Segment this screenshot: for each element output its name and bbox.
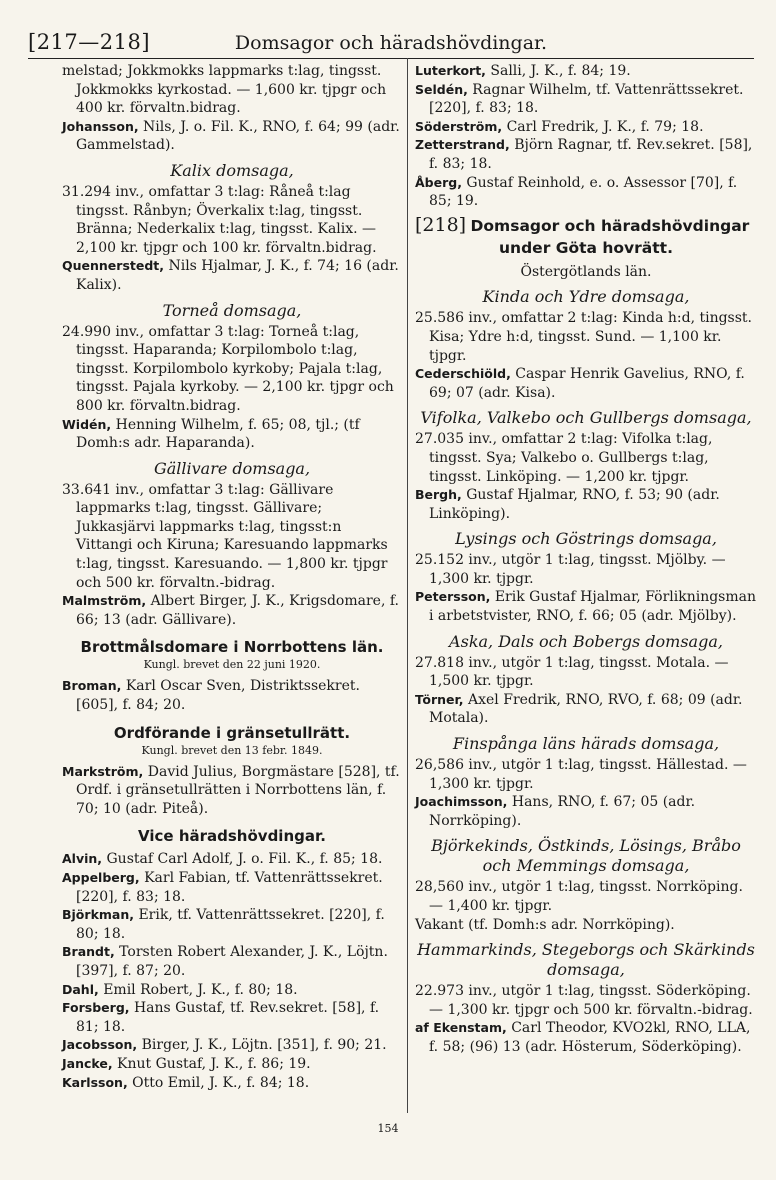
person-details: Torsten Robert Alexander, J. K., Löjtn. [397], f. 87; 20. bbox=[76, 944, 388, 979]
person-name: Joachimsson, bbox=[415, 794, 508, 810]
entry-cederschiold bbox=[415, 365, 757, 402]
person-name: Broman, bbox=[62, 678, 122, 694]
left-column bbox=[62, 62, 402, 1092]
entry-zetterstrand bbox=[415, 136, 757, 173]
entry-soderstrom bbox=[415, 118, 757, 137]
person-details: Hans Gustaf, tf. Rev.sekret. [58], f. 81; 18. bbox=[76, 1000, 380, 1035]
court-bjorkekinds-line-2: och Memmings domsaga, bbox=[482, 856, 690, 876]
person-details: Karl Fabian, tf. Vattenrättssekret. [220], f. 83; 18. bbox=[76, 870, 383, 905]
person-details: Karl Oscar Sven, Distriktssekret. [605], f. 84; 20. bbox=[76, 678, 360, 714]
court-bjorkekinds-desc: 28,560 inv., utgör 1 t:lag, tingsst. Norrköping. — 1,400 kr. tjpgr. bbox=[415, 879, 743, 914]
court-hammarkinds-line-2: domsaga, bbox=[547, 960, 625, 980]
heading-ordforande: Ordförande i gränsetullrätt. bbox=[113, 723, 351, 742]
entry-markstrom bbox=[62, 763, 402, 819]
page-header bbox=[28, 28, 754, 59]
entry-vakant: Vakant (tf. Domh:s adr. Norrköping). bbox=[415, 916, 675, 933]
person-name: Luterkort, bbox=[415, 63, 486, 78]
person-name: Söderström, bbox=[415, 118, 503, 134]
court-kinda-desc: 25.586 inv., omfattar 2 t:lag: Kinda h:d, tingsst. Kisa; Ydre h:d, tingsst. Sund. — 1,100 kr. tjpgr. bbox=[415, 310, 752, 364]
court-gallivare: Gällivare domsaga, bbox=[153, 458, 311, 478]
entry-karlsson bbox=[62, 1074, 402, 1093]
entry-widen bbox=[62, 416, 402, 453]
court-hammarkinds-line-1: Hammarkinds, Stegeborgs och Skärkinds bbox=[417, 940, 755, 960]
court-kalix-desc: 31.294 inv., omfattar 3 t:lag: Råneå t:lag tingsst. Rånbyn; Överkalix t:lag, tingsst. Bränna; Nederkalix t:lag, tingsst. Kalix. — 2,100 kr. tjpgr och 100 kr. förvaltn.bidrag. bbox=[62, 183, 377, 256]
person-name: Widén, bbox=[62, 416, 112, 432]
column-divider bbox=[407, 58, 408, 1113]
person-details: Carl Theodor, KVO2kl, RNO, LLA, f. 58; (96) 13 (adr. Hösterum, Söderköping). bbox=[429, 1020, 751, 1055]
court-bjorkekinds bbox=[415, 836, 757, 876]
entry-petersson bbox=[415, 588, 757, 625]
court-kinda: Kinda och Ydre domsaga, bbox=[482, 287, 690, 307]
entry-bjorkman bbox=[62, 906, 402, 943]
court-kalix: Kalix domsaga, bbox=[170, 160, 294, 180]
person-details: Birger, J. K., Löjtn. [351], f. 90; 21. bbox=[137, 1037, 387, 1054]
entry-selden bbox=[415, 81, 757, 118]
person-name: Malmström, bbox=[62, 593, 147, 609]
page-title: Domsagor och häradshövdingar. bbox=[234, 32, 548, 54]
entry-appelberg bbox=[62, 869, 402, 906]
person-details: Erik Gustaf Hjalmar, Förlikningsman i arbetstvister, RNO, f. 66; 05 (adr. Mjölby). bbox=[429, 589, 756, 625]
entry-aberg bbox=[415, 174, 757, 211]
person-name: Karlsson, bbox=[62, 1074, 128, 1090]
court-finspanga: Finspånga läns härads domsaga, bbox=[452, 734, 720, 754]
entry-malmstrom bbox=[62, 592, 402, 629]
person-name: Bergh, bbox=[415, 487, 462, 503]
court-vifolka-desc: 27.035 inv., omfattar 2 t:lag: Vifolka t:lag, tingsst. Sya; Valkebo o. Gullbergs t:lag, tingsst. Linköping. — 1,200 kr. tjpgr. bbox=[415, 431, 713, 485]
entry-bergh bbox=[415, 486, 757, 523]
entry-dahl bbox=[62, 981, 402, 1000]
person-details: Hans, RNO, f. 67; 05 (adr. Norrköping). bbox=[429, 794, 696, 829]
note-brottmalsdomare: Kungl. brevet den 22 juni 1920. bbox=[143, 658, 321, 672]
person-details: Knut Gustaf, J. K., f. 86; 19. bbox=[112, 1055, 311, 1072]
entry-ekenstam bbox=[415, 1019, 757, 1056]
court-bjorkekinds-line-1: Björkekinds, Östkinds, Lösings, Bråbo bbox=[431, 836, 741, 856]
person-name: Dahl, bbox=[62, 981, 99, 997]
entry-jancke bbox=[62, 1055, 402, 1074]
entry-forsberg bbox=[62, 999, 402, 1036]
court-finspanga-desc: 26,586 inv., utgör 1 t:lag, tingsst. Hällestad. — 1,300 kr. tjpgr. bbox=[415, 757, 747, 792]
entry-torner bbox=[415, 691, 757, 728]
note-ordforande: Kungl. brevet den 13 febr. 1849. bbox=[141, 743, 323, 757]
person-details: Albert Birger, J. K., Krigsdomare, f. 66; 13 (adr. Gällivare). bbox=[76, 593, 399, 628]
person-name: Markström, bbox=[62, 763, 144, 779]
person-name: Petersson, bbox=[415, 589, 491, 605]
section-title-line-1: Domsagor och häradshövdingar bbox=[470, 216, 750, 235]
court-tornea-desc: 24.990 inv., omfattar 3 t:lag: Torneå t:lag, tingsst. Haparanda; Korpilombolo t:lag, tingsst. Korpilombolo kyrkoby; Pajala t:lag, tingsst. Pajala kyrkoby. — 2,100 kr. tjpgr och 800 kr. förvaltn.bidrag. bbox=[62, 323, 394, 414]
court-aska: Aska, Dals och Bobergs domsaga, bbox=[449, 631, 723, 651]
person-details: Gustaf Reinhold, e. o. Assessor [70], f. 85; 19. bbox=[429, 174, 738, 210]
right-column bbox=[415, 62, 757, 1057]
person-name: Forsberg, bbox=[62, 1000, 130, 1016]
court-hammarkinds bbox=[415, 940, 757, 980]
heading-brottmalsdomare: Brottmålsdomare i Norrbottens län. bbox=[80, 638, 384, 657]
person-name: Quennerstedt, bbox=[62, 258, 165, 274]
court-lysings-desc: 25.152 inv., utgör 1 t:lag, tingsst. Mjölby. — 1,300 kr. tjpgr. bbox=[415, 552, 726, 587]
person-name: Zetterstrand, bbox=[415, 137, 510, 153]
person-name: Cederschiöld, bbox=[415, 366, 511, 382]
entry-luterkort bbox=[415, 62, 757, 81]
court-tornea: Torneå domsaga, bbox=[162, 300, 302, 320]
person-details: Henning Wilhelm, f. 65; 08, tjl.; (tf Domh:s adr. Haparanda). bbox=[76, 416, 360, 452]
person-details: Erik, tf. Vattenrättssekret. [220], f. 80; 18. bbox=[76, 907, 385, 942]
person-details: Ragnar Wilhelm, tf. Vattenrättssekret. [220], f. 83; 18. bbox=[429, 81, 744, 117]
entry-joachimsson bbox=[415, 793, 757, 830]
person-details: Otto Emil, J. K., f. 84; 18. bbox=[127, 1074, 310, 1091]
entry-johansson bbox=[62, 118, 402, 155]
person-details: Nils, J. o. Fil. K., RNO, f. 64; 99 (adr. Gammelstad). bbox=[76, 118, 400, 154]
person-name: Törner, bbox=[415, 691, 464, 707]
person-details: Caspar Henrik Gavelius, RNO, f. 69; 07 (adr. Kisa). bbox=[429, 366, 745, 401]
court-gallivare-desc: 33.641 inv., omfattar 3 t:lag: Gällivare lappmarks t:lag, tingsst. Gällivare; Jukkasjärvi lappmarks t:lag, tingsst:n Vittangi och Kiruna; Karesuando lappmarks t:lag, tingsst. Karesuando. — 1,800 kr. tjpgr och 500 kr. förvaltn.-bidrag. bbox=[62, 481, 388, 591]
person-name: Björkman, bbox=[62, 907, 134, 923]
entry-alvin bbox=[62, 850, 402, 869]
person-name: Jancke, bbox=[62, 1055, 113, 1071]
person-details: Emil Robert, J. K., f. 80; 18. bbox=[98, 981, 298, 998]
person-details: Gustaf Carl Adolf, J. o. Fil. K., f. 85; 18. bbox=[102, 851, 383, 868]
section-heading-218 bbox=[415, 215, 757, 259]
person-details: Nils Hjalmar, J. K., f. 74; 16 (adr. Kalix). bbox=[76, 258, 399, 293]
person-details: David Julius, Borgmästare [528], tf. Ordf. i gränsetullrätten i Norrbottens län, f. 70; 10 (adr. Piteå). bbox=[76, 763, 400, 817]
person-details: Carl Fredrik, J. K., f. 79; 18. bbox=[502, 118, 704, 135]
court-aska-desc: 27.818 inv., utgör 1 t:lag, tingsst. Motala. — 1,500 kr. tjpgr. bbox=[415, 654, 729, 690]
page-number: 154 bbox=[377, 1122, 399, 1135]
entry-quennerstedt bbox=[62, 257, 402, 294]
person-name: Åberg, bbox=[415, 174, 462, 190]
court-vifolka: Vifolka, Valkebo och Gullbergs domsaga, bbox=[420, 408, 752, 428]
court-hammarkinds-desc: 22.973 inv., utgör 1 t:lag, tingsst. Söderköping. — 1,300 kr. tjpgr och 500 kr. förvaltn.-bidrag. bbox=[415, 983, 753, 1018]
entry-brandt bbox=[62, 943, 402, 980]
person-name: Appelberg, bbox=[62, 870, 140, 885]
entry-jacobsson bbox=[62, 1036, 402, 1055]
person-name: Jacobsson, bbox=[62, 1037, 138, 1053]
person-details: Salli, J. K., f. 84; 19. bbox=[485, 63, 631, 79]
person-name: Brandt, bbox=[62, 944, 115, 960]
heading-vice-haradshovdingar: Vice häradshövdingar. bbox=[138, 827, 326, 846]
person-details: Gustaf Hjalmar, RNO, f. 53; 90 (adr. Linköping). bbox=[429, 487, 720, 522]
county-name: Östergötlands län. bbox=[520, 263, 652, 280]
section-title-line-2: under Göta hovrätt. bbox=[499, 238, 673, 257]
person-name: Johansson, bbox=[62, 118, 139, 134]
person-name: Seldén, bbox=[415, 81, 468, 97]
entry-continuation: melstad; Jokkmokks lappmarks t:lag, tingsst. Jokkmokks kyrkostad. — 1,600 kr. tjpgr och 400 kr. förvaltn.bidrag. bbox=[62, 63, 387, 117]
entry-broman bbox=[62, 677, 402, 714]
court-lysings: Lysings och Göstrings domsaga, bbox=[455, 529, 717, 549]
page-reference: [217—218] bbox=[28, 30, 151, 54]
section-reference: [218] bbox=[415, 213, 467, 236]
person-details: Björn Ragnar, tf. Rev.sekret. [58], f. 83; 18. bbox=[429, 137, 753, 172]
person-name: Alvin, bbox=[62, 851, 103, 867]
person-name: af Ekenstam, bbox=[415, 1020, 507, 1036]
person-details: Axel Fredrik, RNO, RVO, f. 68; 09 (adr. Motala). bbox=[429, 691, 743, 727]
